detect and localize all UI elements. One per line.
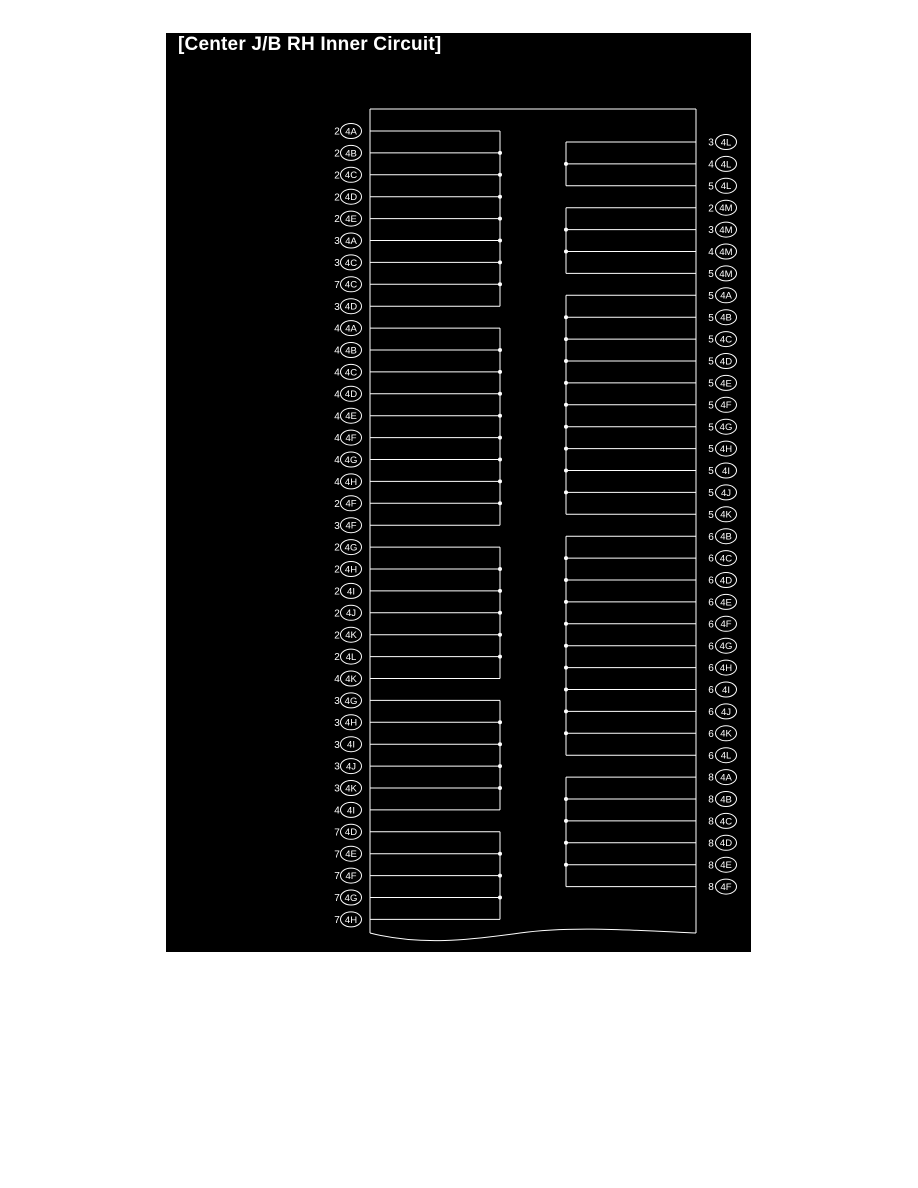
right-terminal-connector: 4H (719, 663, 733, 674)
left-terminal-pin: 3 (334, 236, 340, 248)
right-junction-dot (564, 797, 568, 801)
left-terminal-connector: 4K (345, 783, 357, 795)
right-terminal-pin: 4 (708, 159, 714, 171)
right-terminal-connector: 4E (720, 860, 732, 872)
left-terminal-connector: 4J (345, 761, 357, 773)
left-terminal-pin: 2 (334, 192, 340, 204)
left-terminal-pin: 3 (334, 696, 340, 707)
left-terminal-connector: 4C (344, 257, 358, 269)
right-terminal-pin: 8 (708, 772, 714, 784)
left-junction-dot (498, 764, 502, 768)
right-junction-dot (564, 490, 568, 494)
right-terminal-pin: 5 (708, 422, 714, 434)
right-terminal-connector: 4J (720, 706, 732, 718)
left-junction-dot (498, 217, 502, 221)
left-terminal-pin: 3 (334, 301, 340, 313)
left-terminal-connector: 4H (344, 564, 358, 576)
left-terminal-pin: 2 (334, 148, 340, 160)
right-terminal-pin: 5 (708, 181, 714, 193)
right-terminal-pin: 3 (708, 225, 714, 237)
right-terminal-pin: 5 (708, 378, 714, 390)
left-terminal-pin: 4 (334, 323, 340, 335)
left-junction-dot (498, 589, 502, 593)
right-terminal-pin: 4 (708, 247, 714, 259)
right-terminal-connector: 4L (720, 181, 732, 193)
left-terminal-pin: 3 (334, 717, 340, 729)
left-terminal-pin: 4 (334, 411, 340, 423)
left-junction-dot (498, 896, 502, 900)
left-terminal-connector: 4B (345, 148, 357, 160)
left-terminal-pin: 4 (334, 345, 340, 357)
right-terminal-connector: 4K (720, 509, 732, 521)
right-terminal-pin: 5 (708, 400, 714, 412)
left-junction-dot (498, 173, 502, 177)
right-junction-dot (564, 863, 568, 867)
right-terminal-connector: 4D (719, 838, 733, 850)
left-terminal-pin: 7 (334, 827, 340, 839)
right-junction-dot (564, 447, 568, 451)
right-terminal-connector: 4C (719, 334, 733, 346)
right-terminal-connector: 4B (720, 794, 732, 806)
right-terminal-connector: 4F (720, 400, 732, 412)
right-terminal-connector: 4C (719, 816, 733, 828)
left-junction-dot (498, 458, 502, 462)
left-terminal-connector: 4E (345, 214, 357, 225)
left-junction-dot (498, 260, 502, 264)
right-terminal-pin: 8 (708, 860, 714, 872)
left-terminal-connector: 4A (345, 235, 357, 247)
left-terminal-connector: 4F (345, 498, 357, 510)
left-terminal-pin: 4 (334, 805, 340, 817)
right-junction-dot (564, 731, 568, 735)
right-junction-dot (564, 469, 568, 473)
right-terminal-pin: 6 (708, 597, 714, 609)
left-terminal-connector: 4F (345, 433, 357, 444)
left-terminal-connector: 4C (344, 279, 358, 291)
right-junction-dot (564, 425, 568, 429)
right-terminal-connector: 4A (720, 290, 732, 302)
left-terminal-connector: 4J (345, 608, 357, 620)
right-terminal-connector: 4L (720, 750, 732, 762)
right-terminal-connector: 4M (719, 203, 733, 215)
left-terminal-connector: 4C (344, 367, 358, 379)
left-terminal-pin: 2 (334, 214, 340, 226)
right-terminal-pin: 8 (708, 882, 714, 894)
left-terminal-connector: 4A (345, 126, 357, 138)
right-terminal-pin: 5 (708, 509, 714, 521)
right-terminal-pin: 2 (708, 203, 714, 215)
left-terminal-pin: 4 (334, 367, 340, 379)
right-terminal-connector: 4B (720, 531, 732, 543)
right-junction-dot (564, 228, 568, 232)
right-terminal-connector: 4A (720, 772, 732, 784)
right-terminal-connector: 4H (719, 444, 733, 455)
right-terminal-connector: 4D (719, 356, 733, 368)
right-terminal-pin: 6 (708, 553, 714, 565)
right-junction-dot (564, 381, 568, 385)
left-terminal-pin: 3 (334, 783, 340, 795)
left-terminal-connector: 4F (345, 520, 357, 532)
left-terminal-pin: 4 (334, 389, 340, 401)
left-terminal-pin: 4 (334, 477, 340, 488)
left-terminal-connector: 4I (347, 805, 355, 817)
left-junction-dot (498, 348, 502, 352)
right-terminal-pin: 6 (708, 531, 714, 543)
left-terminal-pin: 3 (334, 258, 340, 269)
right-junction-dot (564, 644, 568, 648)
left-junction-dot (498, 720, 502, 724)
right-junction-dot (564, 688, 568, 692)
right-junction-dot (564, 600, 568, 604)
left-junction-dot (498, 852, 502, 856)
left-terminal-pin: 4 (334, 455, 340, 467)
left-terminal-pin: 7 (334, 871, 340, 883)
right-terminal-pin: 6 (708, 619, 714, 631)
left-terminal-connector: 4L (345, 652, 357, 663)
left-terminal-pin: 2 (334, 498, 340, 510)
right-terminal-pin: 6 (708, 707, 714, 718)
right-terminal-pin: 8 (708, 816, 714, 828)
right-junction-dot (564, 162, 568, 166)
right-terminal-pin: 5 (708, 488, 714, 499)
left-terminal-connector: 4I (347, 739, 355, 751)
left-terminal-connector: 4B (345, 345, 357, 357)
right-junction-dot (564, 556, 568, 560)
left-terminal-pin: 2 (334, 126, 340, 138)
right-terminal-pin: 5 (708, 290, 714, 302)
right-terminal-connector: 4B (720, 312, 732, 324)
left-terminal-pin: 4 (334, 674, 340, 686)
left-terminal-connector: 4H (344, 717, 358, 729)
right-terminal-pin: 6 (708, 641, 714, 653)
left-terminal-pin: 7 (334, 915, 340, 926)
right-junction-dot (564, 315, 568, 319)
left-terminal-connector: 4G (344, 454, 358, 466)
left-terminal-pin: 7 (334, 849, 340, 861)
left-junction-dot (498, 655, 502, 659)
right-terminal-connector: 4M (719, 268, 733, 280)
left-terminal-pin: 2 (334, 542, 340, 554)
left-terminal-connector: 4F (345, 871, 357, 882)
left-junction-dot (498, 370, 502, 374)
left-terminal-connector: 4G (344, 542, 358, 554)
right-terminal-connector: 4K (720, 728, 732, 740)
right-terminal-connector: 4L (720, 159, 732, 171)
left-terminal-pin: 2 (334, 630, 340, 642)
left-junction-dot (498, 282, 502, 286)
left-junction-dot (498, 786, 502, 790)
right-junction-dot (564, 578, 568, 582)
right-terminal-pin: 8 (708, 838, 714, 850)
left-terminal-connector: 4G (344, 892, 358, 904)
right-terminal-pin: 6 (708, 728, 714, 740)
diagram-title: [Center J/B RH Inner Circuit] (178, 34, 442, 55)
right-terminal-pin: 5 (708, 312, 714, 324)
right-terminal-pin: 5 (708, 356, 714, 368)
right-terminal-connector: 4J (720, 487, 732, 499)
right-terminal-connector: 4I (722, 684, 730, 696)
right-terminal-pin: 6 (708, 575, 714, 587)
left-terminal-pin: 2 (334, 170, 340, 182)
left-terminal-connector: 4E (345, 849, 357, 861)
left-junction-dot (498, 501, 502, 505)
right-terminal-connector: 4E (720, 378, 732, 390)
left-terminal-column (334, 124, 502, 927)
left-terminal-pin: 4 (334, 433, 340, 445)
right-terminal-connector: 4L (720, 137, 732, 149)
left-junction-dot (498, 436, 502, 440)
left-terminal-pin: 2 (334, 608, 340, 620)
left-terminal-pin: 2 (334, 652, 340, 664)
right-terminal-connector: 4G (719, 641, 733, 653)
left-terminal-connector: 4G (344, 695, 358, 707)
right-junction-dot (564, 666, 568, 670)
left-terminal-pin: 3 (334, 520, 340, 532)
right-junction-dot (564, 359, 568, 363)
right-terminal-pin: 6 (708, 750, 714, 762)
right-terminal-pin: 8 (708, 794, 714, 806)
left-terminal-pin: 2 (334, 586, 340, 598)
right-junction-dot (564, 403, 568, 407)
right-terminal-pin: 5 (708, 334, 714, 346)
right-terminal-connector: 4F (720, 619, 732, 631)
right-junction-dot (564, 337, 568, 341)
right-junction-dot (564, 622, 568, 626)
left-terminal-connector: 4K (345, 673, 357, 685)
right-terminal-connector: 4E (720, 597, 732, 609)
left-terminal-pin: 3 (334, 761, 340, 773)
left-junction-dot (498, 151, 502, 155)
left-terminal-connector: 4D (344, 827, 358, 839)
right-terminal-pin: 3 (708, 137, 714, 149)
left-terminal-pin: 3 (334, 739, 340, 751)
left-terminal-connector: 4D (344, 301, 358, 313)
right-terminal-connector: 4F (720, 882, 732, 893)
left-junction-dot (498, 239, 502, 243)
left-junction-dot (498, 874, 502, 878)
right-terminal-pin: 6 (708, 685, 714, 697)
left-junction-dot (498, 392, 502, 396)
right-terminal-pin: 5 (708, 444, 714, 456)
right-terminal-pin: 6 (708, 663, 714, 675)
right-terminal-connector: 4M (719, 246, 733, 258)
right-junction-dot (564, 841, 568, 845)
left-terminal-connector: 4D (344, 389, 358, 401)
left-junction-dot (498, 195, 502, 199)
left-junction-dot (498, 414, 502, 418)
right-junction-dot (564, 250, 568, 254)
right-terminal-connector: 4C (719, 553, 733, 565)
left-junction-dot (498, 479, 502, 483)
right-terminal-connector: 4M (719, 225, 733, 236)
left-terminal-connector: 4H (344, 914, 358, 926)
right-terminal-connector: 4G (719, 422, 733, 434)
left-junction-dot (498, 633, 502, 637)
left-terminal-pin: 2 (334, 564, 340, 576)
right-terminal-pin: 5 (708, 269, 714, 280)
right-junction-dot (564, 819, 568, 823)
right-terminal-connector: 4I (722, 465, 730, 477)
left-terminal-connector: 4C (344, 170, 358, 182)
right-terminal-connector: 4D (719, 575, 733, 587)
left-junction-dot (498, 742, 502, 746)
left-terminal-pin: 7 (334, 893, 340, 905)
left-terminal-connector: 4I (347, 586, 355, 598)
left-terminal-pin: 7 (334, 279, 340, 291)
left-terminal-connector: 4K (345, 630, 357, 642)
left-junction-dot (498, 567, 502, 571)
left-terminal-connector: 4H (344, 476, 358, 488)
left-junction-dot (498, 611, 502, 615)
left-terminal-connector: 4E (345, 411, 357, 423)
left-terminal-connector: 4A (345, 323, 357, 335)
block-break-edge (370, 929, 696, 941)
right-terminal-pin: 5 (708, 466, 714, 478)
right-terminal-column (564, 135, 737, 895)
right-junction-dot (564, 709, 568, 713)
left-terminal-connector: 4D (344, 192, 358, 204)
